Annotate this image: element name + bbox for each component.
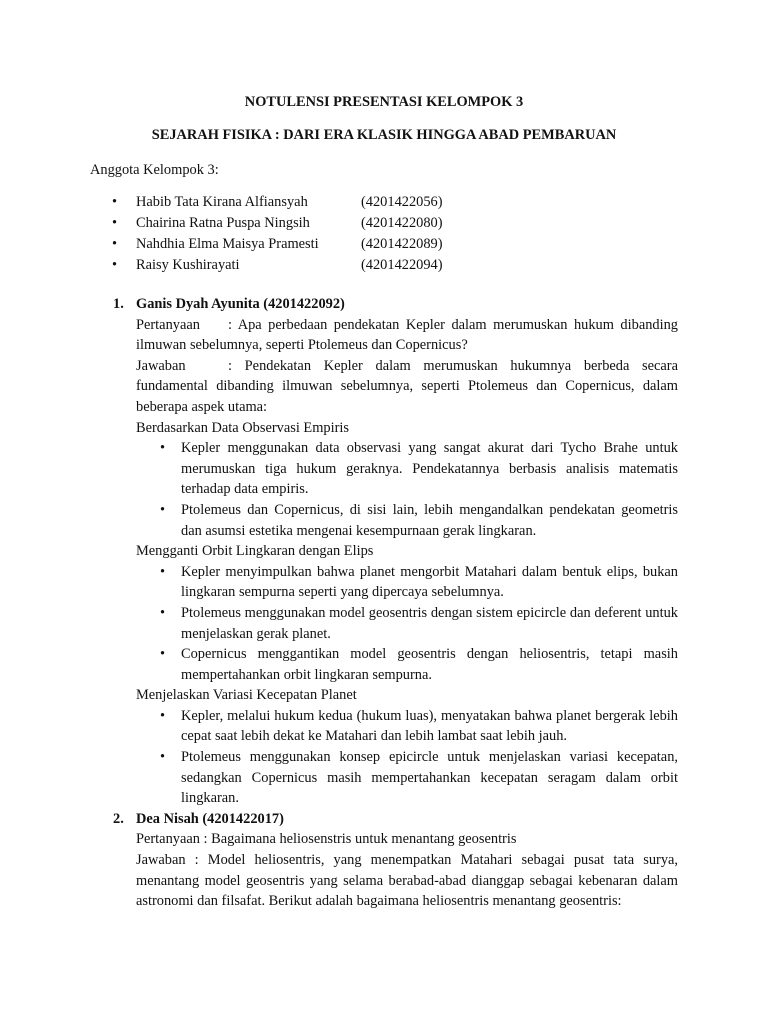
bullet-icon: • (112, 257, 118, 273)
bullet-icon: • (160, 707, 166, 724)
answer-section-heading: Berdasarkan Data Observasi Empiris (136, 419, 349, 436)
point-text: Kepler, melalui hukum kedua (hukum luas), menyatakan bahwa planet bergerak lebih cepat saat lebih dekat ke Matahari dan lebih lambat saat lebih jauh. (181, 707, 678, 745)
answer-point (136, 562, 678, 603)
answer-section-heading: Mengganti Orbit Lingkaran dengan Elips (136, 543, 374, 560)
question-asker (113, 294, 678, 315)
question-body (113, 829, 678, 911)
point-text: Copernicus menggantikan model geosentris dengan heliosentris, tetapi masih mempertahankan orbit lingkaran sempurna. (181, 646, 678, 683)
bullet-icon: • (112, 194, 118, 210)
answer-point (136, 747, 678, 809)
answer-label: Jawaban (136, 357, 186, 374)
question-item-2 (113, 809, 678, 912)
question-text (136, 315, 678, 356)
answer-point (136, 706, 678, 747)
point-text: Ptolemeus menggunakan model geosentris dengan sistem epicircle dan deferent untuk menjelaskan gerak planet. (181, 604, 678, 642)
answer-point (136, 438, 678, 500)
answer-text: Jawaban : Model heliosentris, yang menempatkan Matahari sebagai pusat tata surya, menantang model geosentris yang selama berabad-abad dianggap sebagai kebenaran dalam astronomi dan filsafat. Berikut adalah bagaimana heliosentris menantang geosentris: (136, 852, 678, 910)
bullet-icon: • (112, 236, 118, 252)
question-label: Pertanyaan (136, 316, 200, 333)
bullet-icon: • (160, 646, 166, 663)
asker-name: Dea Nisah (4201422017) (136, 810, 284, 827)
question-body (113, 315, 678, 809)
bullet-icon: • (160, 749, 166, 766)
point-text: Kepler menyimpulkan bahwa planet mengorbit Matahari dalam bentuk elips, bukan lingkaran sempurna seperti yang dipercaya sebelumnya. (181, 563, 678, 601)
question-asker (113, 809, 678, 830)
question-list (113, 294, 678, 912)
member-nim: (4201422080) (361, 215, 443, 231)
anggota-label: Anggota Kelompok 3: (90, 162, 219, 178)
question-number: 1. (113, 296, 124, 312)
question-item-1 (113, 294, 678, 809)
bullet-icon: • (160, 440, 166, 457)
document-subtitle: SEJARAH FISIKA : DARI ERA KLASIK HINGGA ABAD PEMBARUAN (151, 127, 617, 143)
member-nim: (4201422056) (361, 194, 443, 210)
bullet-icon: • (160, 604, 166, 621)
bullet-icon: • (160, 501, 166, 518)
answer-section-heading: Menjelaskan Variasi Kecepatan Planet (136, 687, 357, 704)
question-content: : Apa perbedaan pendekatan Kepler dalam merumuskan hukum dibanding ilmuwan sebelumnya, seperti Ptolemeus dan Copernicus? (136, 316, 678, 354)
answer-content: : Pendekatan Kepler dalam merumuskan hukumnya berbeda secara fundamental dibanding ilmuwan sebelumnya, seperti Ptolemeus dan Copernicus, dalam beberapa aspek utama: (136, 357, 678, 415)
point-text: Ptolemeus dan Copernicus, di sisi lain, lebih mengandalkan pendekatan geometris dan asumsi estetika mengenai kesempurnaan gerak lingkaran. (181, 501, 678, 539)
member-name: Habib Tata Kirana Alfiansyah (136, 194, 308, 210)
answer-point (136, 500, 678, 541)
member-name: Raisy Kushirayati (136, 257, 240, 273)
bullet-icon: • (112, 215, 118, 231)
document-title: NOTULENSI PRESENTASI KELOMPOK 3 (244, 94, 524, 110)
point-text: Ptolemeus menggunakan konsep epicircle untuk menjelaskan variasi kecepatan, sedangkan Copernicus masih mempertahankan kecepatan seragam dalam orbit lingkaran. (181, 749, 678, 807)
member-name: Nahdhia Elma Maisya Pramesti (136, 236, 319, 252)
answer-text (136, 356, 678, 418)
point-text: Kepler menggunakan data observasi yang sangat akurat dari Tycho Brahe untuk merumuskan tiga hukum geraknya. Pendekatannya berbasis analisis matematis terhadap data empiris. (181, 440, 678, 498)
question-number: 2. (113, 810, 124, 827)
member-nim: (4201422089) (361, 236, 443, 252)
answer-point (136, 644, 678, 685)
asker-name: Ganis Dyah Ayunita (4201422092) (136, 296, 345, 312)
question-text: Pertanyaan : Bagaimana heliosenstris untuk menantang geosentris (136, 831, 517, 848)
answer-point (136, 603, 678, 644)
bullet-icon: • (160, 563, 166, 580)
member-name: Chairina Ratna Puspa Ningsih (136, 215, 310, 231)
member-nim: (4201422094) (361, 257, 443, 273)
